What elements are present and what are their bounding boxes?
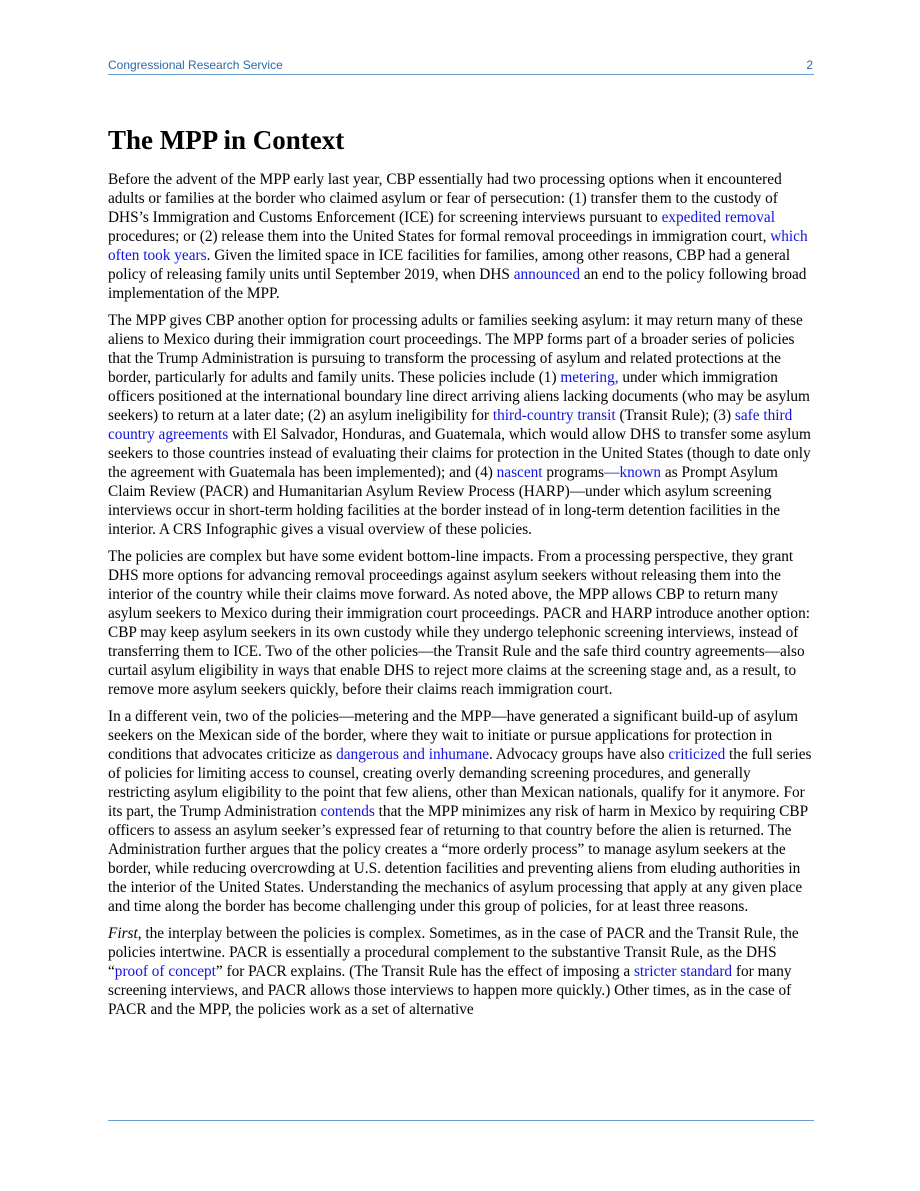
paragraph-2 — [108, 311, 814, 539]
emphasis-first: First — [108, 925, 138, 942]
body-text — [108, 170, 814, 1027]
link-criticized[interactable]: criticized — [668, 746, 726, 763]
link-nascent[interactable]: nascent — [496, 464, 543, 481]
header-org: Congressional Research Service — [108, 58, 283, 72]
link-safe-third-country-agreements[interactable]: safe third country agreements — [108, 407, 793, 443]
text-run: . Advocacy groups have also — [489, 746, 669, 763]
text-run: programs — [542, 464, 605, 481]
text-run: The MPP gives CBP another option for processing adults or families seeking asylum: it may return many of these aliens to Mexico during their immigration court proceedings. The MPP forms part of a broader series of policies that the Trump Administration is pursuing to transform the processing of asylum and related protections at the border, particularly for adults and family units. These policies include (1) — [108, 312, 803, 386]
running-header — [108, 58, 813, 74]
text-run: ” for PACR explains. (The Transit Rule has the effect of imposing a — [215, 963, 634, 980]
text-run: under which immigration officers positioned at the international boundary line direct arriving aliens lacking documents (who may be asylum seekers) to return at a later date; (2) an asylum ineligibility for — [108, 369, 810, 424]
link-announced[interactable]: announced — [513, 266, 580, 283]
text-run: In a different vein, two of the policies—metering and the MPP—have generated a significant build-up of asylum seekers on the Mexican side of the border, where they wait to initiate or pursue applications for protection in conditions that advocates criticize as — [108, 708, 799, 763]
section-title: The MPP in Context — [108, 125, 345, 155]
text-run: for many screening interviews, and PACR allows those interviews to happen more quickly.) Other times, as in the case of PACR and the MPP, the policies work as a set of alternative — [108, 963, 792, 1018]
text-run: (Transit Rule); (3) — [615, 407, 735, 424]
link-contends[interactable]: contends — [320, 803, 375, 820]
paragraph-5 — [108, 924, 814, 1019]
footer-rule — [108, 1120, 814, 1121]
text-run: as Prompt Asylum Claim Review (PACR) and Humanitarian Asylum Review Process (HARP)—under which asylum screening interviews occur in short-term holding facilities at the border instead of in long-term detention facilities in the interior. A CRS Infographic gives a visual overview of these policies. — [108, 464, 781, 538]
text-run: an end to the policy following broad implementation of the MPP. — [108, 266, 807, 302]
link-metering[interactable]: metering, — [560, 369, 619, 386]
paragraph-4 — [108, 707, 814, 916]
text-run: . Given the limited space in ICE facilities for families, among other reasons, CBP had a general policy of releasing family units until September 2019, when DHS — [108, 247, 791, 283]
link-which-often-took-years[interactable]: which often took years — [108, 228, 808, 264]
link-proof-of-concept[interactable]: proof of concept — [114, 963, 216, 980]
text-run: Before the advent of the MPP early last year, CBP essentially had two processing options when it encountered adults or families at the border who claimed asylum or fear of persecution: (1) transfer them to the custody of DHS’s Immigration and Customs Enforcement (ICE) for screening interviews pursuant to — [108, 171, 782, 226]
text-run: that the MPP minimizes any risk of harm in Mexico by requiring CBP officers to assess an asylum seeker’s expressed fear of returning to that country before the alien is returned. The Administration further argues that the policy creates a “more orderly process” to manage asylum seekers at the border, while reducing overcrowding at U.S. detention facilities and preventing aliens from eluding authorities in the interior of the United States. Understanding the mechanics of asylum processing that apply at any given place and time along the border has become challenging under this group of policies, for at least three reasons. — [108, 803, 808, 915]
text-run: procedures; or (2) release them into the United States for formal removal proceedings in immigration court, — [108, 228, 771, 245]
text-run: The policies are complex but have some evident bottom-line impacts. From a processing perspective, they grant DHS more options for advancing removal proceedings against asylum seekers without releasing them into the interior of the country while their claims move forward. As noted above, the MPP allows CBP to return many asylum seekers to Mexico during their immigration court proceedings. PACR and HARP introduce another option: CBP may keep asylum seekers in its own custody while they undergo telephonic screening interviews, instead of transferring them to ICE. Two of the other policies—the Transit Rule and the safe third country agreements—also curtail asylum eligibility in ways that enable DHS to reject more claims at the screening stage and, as a result, to remove more asylum seekers quickly, before their claims reach immigration court. — [108, 548, 810, 698]
page-number: 2 — [806, 58, 813, 72]
link-known[interactable]: —known — [604, 464, 662, 481]
link-third-country-transit[interactable]: third-country transit — [492, 407, 616, 424]
link-expedited-removal[interactable]: expedited removal — [661, 209, 775, 226]
text-run: the full series of policies for limiting access to counsel, creating overly demanding screening procedures, and generally restricting asylum eligibility to the point that few aliens, other than Mexican nationals, qualify for it anymore. For its part, the Trump Administration — [108, 746, 812, 820]
header-rule — [108, 74, 814, 75]
paragraph-1 — [108, 170, 814, 303]
link-dangerous-and-inhumane[interactable]: dangerous and inhumane — [336, 746, 490, 763]
paragraph-3 — [108, 547, 814, 699]
link-stricter-standard[interactable]: stricter standard — [633, 963, 733, 980]
text-run: with El Salvador, Honduras, and Guatemala, which would allow DHS to transfer some asylum seekers to those countries instead of evaluating their claims for protection in the United States (though to date only the agreement with Guatemala has been implemented); and (4) — [108, 426, 811, 481]
text-run: , the interplay between the policies is complex. Sometimes, as in the case of PACR and the Transit Rule, the policies intertwine. PACR is essentially a procedural complement to the substantive Transit Rule, as the DHS “ — [108, 925, 799, 980]
